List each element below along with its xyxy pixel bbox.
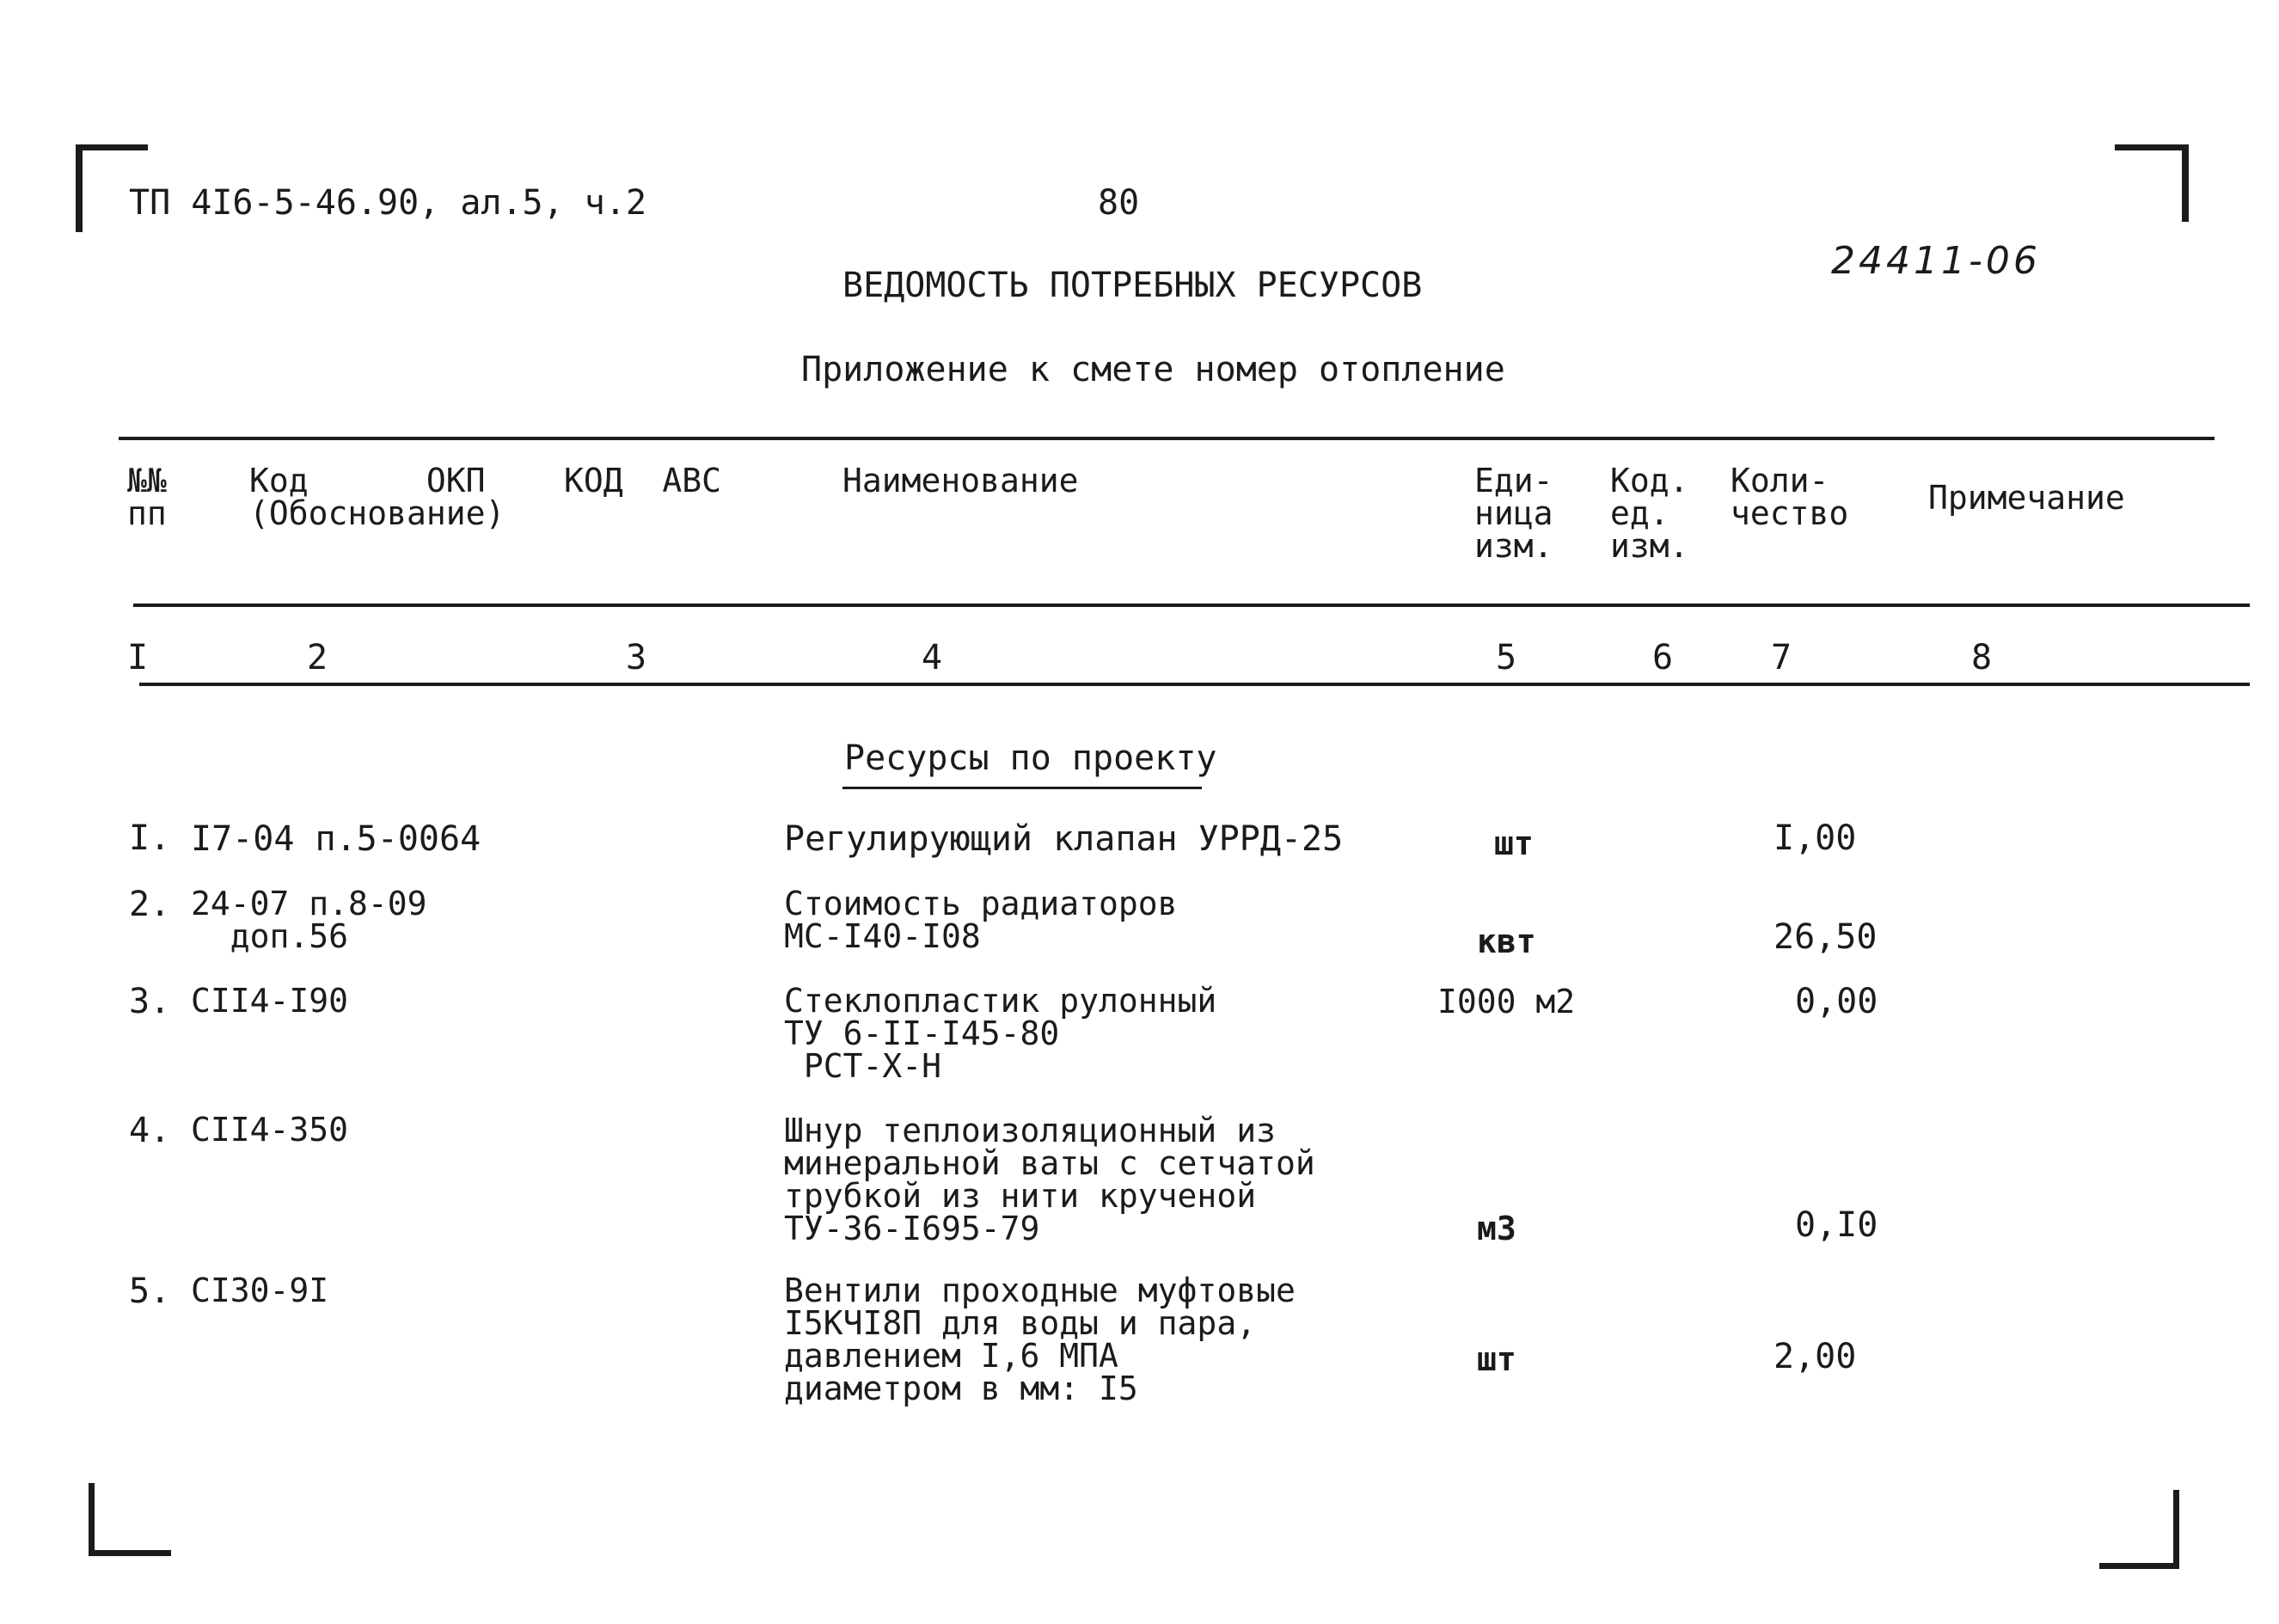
row-quantity: 0,00: [1795, 982, 1878, 1021]
row-name: Шнур теплоизоляционный из минеральной ваты с сетчатой трубкой из нити крученой ТУ-36-I695-79: [784, 1112, 1315, 1247]
row-name: Регулирующий клапан УРРД-25: [784, 819, 1344, 859]
row-quantity: 26,50: [1774, 917, 1878, 957]
column-numbers-rule: [139, 683, 2250, 686]
row-name: Стеклопластик рулонный ТУ 6-II-I45-80 РСТ-Х-Н: [784, 982, 1217, 1085]
row-code: СII4-I90: [191, 982, 349, 1020]
row-number: 4.: [129, 1111, 171, 1150]
header-note: Примечание: [1928, 479, 2125, 517]
row-code: 24-07 п.8-09 доп.56: [191, 885, 427, 955]
column-number: 4: [922, 638, 943, 677]
header-code: Код ОКП (Обоснование): [249, 462, 505, 532]
row-unit: I000 м2: [1437, 983, 1576, 1020]
document-reference: ТП 4I6-5-46.90, ал.5, ч.2: [129, 183, 647, 223]
header-bottom-rule: [133, 604, 2250, 607]
column-number: 8: [1971, 638, 1993, 677]
corner-mark-top-right-h: [2115, 144, 2189, 150]
row-unit: квт: [1477, 922, 1536, 960]
column-number: 7: [1771, 638, 1792, 677]
corner-mark-top-left: [76, 144, 83, 232]
corner-mark-top-right: [2182, 144, 2189, 222]
row-number: I.: [129, 818, 171, 858]
header-kod-abc: КОД АВС: [564, 462, 722, 499]
row-number: 3.: [129, 982, 171, 1021]
header-unit-code: Код. ед. изм.: [1610, 462, 1689, 565]
table-top-rule: [119, 437, 2215, 440]
row-code: СII4-350: [191, 1111, 349, 1149]
handwritten-number: 24411-06: [1831, 239, 2041, 283]
column-number: 2: [307, 638, 328, 677]
row-code: I7-04 п.5-0064: [191, 819, 481, 859]
row-name: Вентили проходные муфтовые I5КЧI8П для воды и пара, давлением I,6 МПА диаметром в мм: I5: [784, 1272, 1296, 1407]
row-unit: м3: [1477, 1210, 1516, 1247]
row-unit: шт: [1477, 1340, 1516, 1378]
header-name: Наименование: [842, 462, 1079, 499]
row-name: Стоимость радиаторов МС-I40-I08: [784, 885, 1178, 955]
column-number: 6: [1652, 638, 1674, 677]
row-quantity: I,00: [1774, 818, 1857, 858]
row-quantity: 2,00: [1774, 1337, 1857, 1376]
column-number: 5: [1496, 638, 1517, 677]
corner-mark-bottom-left: [89, 1483, 95, 1556]
column-number: 3: [626, 638, 647, 677]
header-quantity: Коли- чество: [1731, 462, 1849, 532]
document-title: ВЕДОМОСТЬ ПОТРЕБНЫХ РЕСУРСОВ: [842, 266, 1423, 305]
header-num: №№ пп: [127, 462, 167, 532]
page-number: 80: [1098, 183, 1140, 223]
corner-mark-top-left-h: [76, 144, 148, 150]
corner-mark-bottom-right: [2173, 1490, 2179, 1569]
row-code: СI30-9I: [191, 1272, 329, 1309]
column-number: I: [127, 638, 149, 677]
corner-mark-bottom-right-h: [2099, 1563, 2179, 1569]
header-unit: Еди- ница изм.: [1474, 462, 1553, 565]
document-subtitle: Приложение к смете номер отопление: [801, 350, 1505, 389]
section-title: Ресурсы по проекту: [844, 738, 1217, 778]
row-unit: шт: [1494, 824, 1534, 862]
corner-mark-bottom-left-h: [89, 1550, 171, 1556]
section-title-underline: [842, 787, 1202, 789]
row-number: 5.: [129, 1272, 171, 1311]
row-quantity: 0,I0: [1795, 1205, 1878, 1245]
row-number: 2.: [129, 885, 171, 924]
